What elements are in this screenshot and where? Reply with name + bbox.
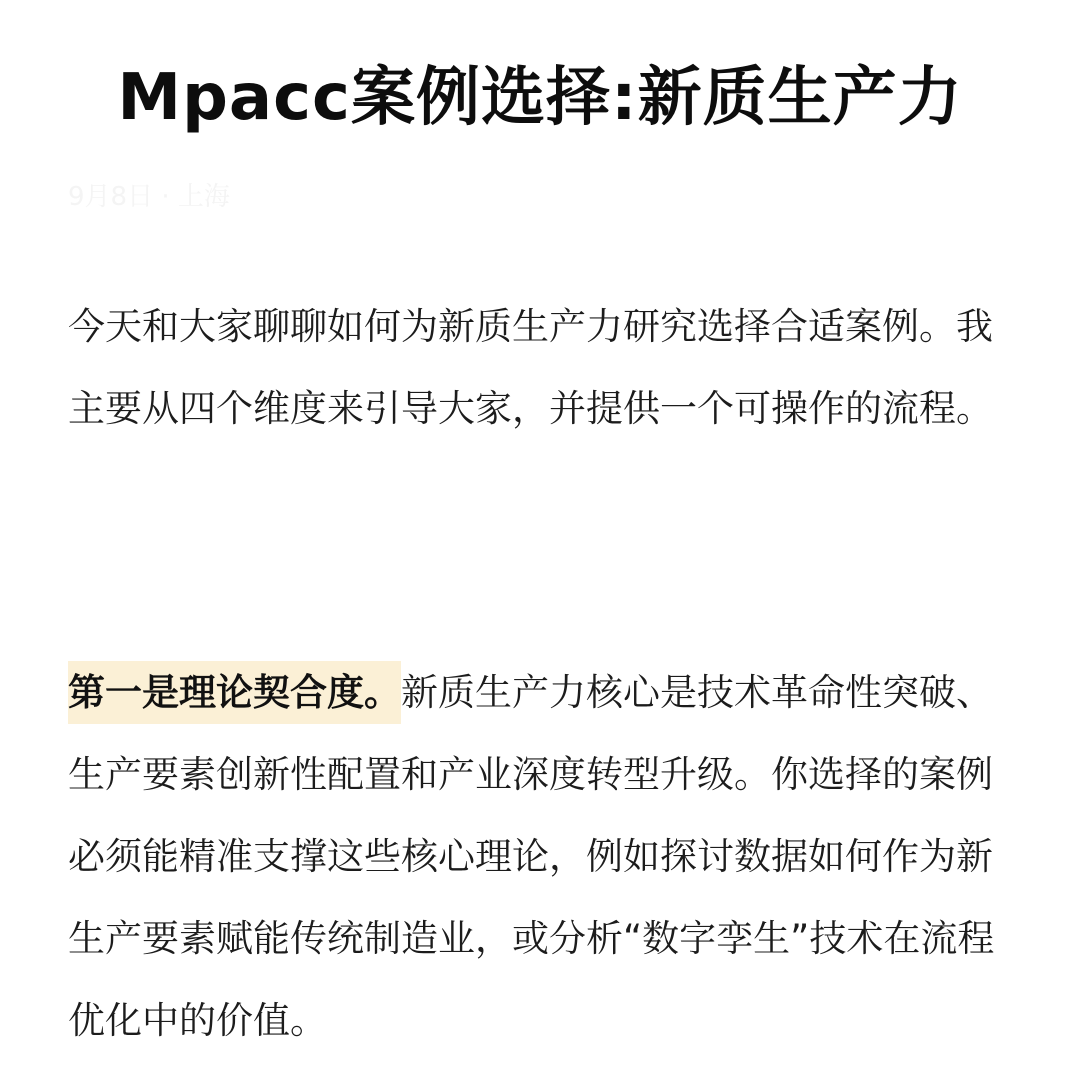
page-title: Mpacc案例选择:新质生产力 [117,61,963,135]
highlighted-heading: 第一是理论契合度。 [68,661,401,724]
paragraph-intro: 今天和大家聊聊如何为新质生产力研究选择合适案例。我主要从四个维度来引导大家，并提供一个可操作的流程。 [68,305,993,430]
paragraph-body: 新质生产力核心是技术革命性突破、生产要素创新性配置和产业深度转型升级。你选择的案例必须能精准支撑这些核心理论，例如探讨数据如何作为新生产要素赋能传统制造业，或分析“数字孪生”技术在流程优化中的价值。 [68,671,995,1042]
meta-line: 9月8日 · 上海 [68,182,230,212]
paragraph-theory-fit [68,652,1018,1062]
